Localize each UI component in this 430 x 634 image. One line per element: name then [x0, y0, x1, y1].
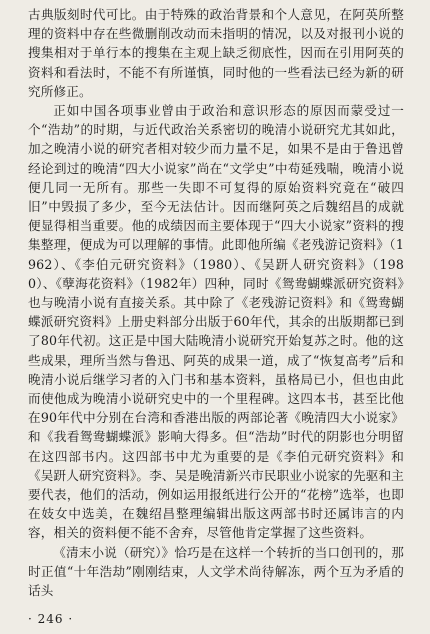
- paragraph-final: 《清末小说（研究）》恰巧是在这样一个转折的当口创刊的，那时正值“十年浩劫”刚刚结束，人文学术尚待解冻，两个互为矛盾的话头: [28, 544, 404, 599]
- paragraph-continued: 古典版刻时代可比。由于特殊的政治背景和个人意见，在阿英所整理的资料中存在些微删削改动而未指明的情况，以及对报刊小说的搜集相对于单行本的搜集在主观上缺乏彻底性，因而在引用阿英的资料和看法时，不能不有所谨慎，同时他的一些看法已经为新的研究所修正。: [28, 7, 404, 99]
- paragraph-main: 正如中国各项事业曾由于政治和意识形态的原因而蒙受过一个“浩劫”的时期，与近代政治关系密切的晚清小说研究尤其如此，加之晚清小说的研究者相对较少而力量不足，如果不是由于鲁迅曾经论到过的晚清“四大小说家”尚在“文学史”中苟延残喘，晚清小说便几同一无所有。那些一失即不可复得的原始资料究竟在“破四旧”中毁损了多少，至今无法估计。因而继阿英之后魏绍昌的成就便显得相当重要。他的成绩因而主要体现于“四大小说家”资料的搜集整理，便成为可以理解的事情。此即他所编《老残游记资料》（1962）、《李伯元研究资料》（1980）、《吴趼人研究资料》（1980）、《孽海花资料》（1982年）四种，同时《鸳鸯蝴蝶派研究资料》也与晚清小说有直接关系。其中除了《老残游记资料》和《鸳鸯蝴蝶派研究资料》上册史料部分出版于60年代，其余的出版期都已到了80年代初。这正是中国大陆晚清小说研究开始复苏之时。他的这些成果，理所当然与鲁迅、阿英的成果一道，成了“恢复高考”后和晚清小说后继学习者的入门书和基本资料，虽格局已小，但也由此而使他成为晚清小说研究史中的一个里程碑。这四本书，甚至比他在90年代中分别在台湾和香港出版的两部论著《晚清四大小说家》和《我看鸳鸯蝴蝶派》影响大得多。但“浩劫”时代的阴影也分明留在这四部书内。这四部书中尤为重要的是《李伯元研究资料》和《吴趼人研究资料》。李、吴是晚清新兴市民职业小说家的先驱和主要代表，他们的活动，例如运用报纸进行公开的“花榜”选举，也即在妓女中选美，在魏绍昌整理编辑出版这两部书时还属讳言的内容，相关的资料便不能不舍弃，尽管他肯定掌握了这些资料。: [28, 103, 405, 541]
- page-number: · 246 ·: [28, 612, 74, 626]
